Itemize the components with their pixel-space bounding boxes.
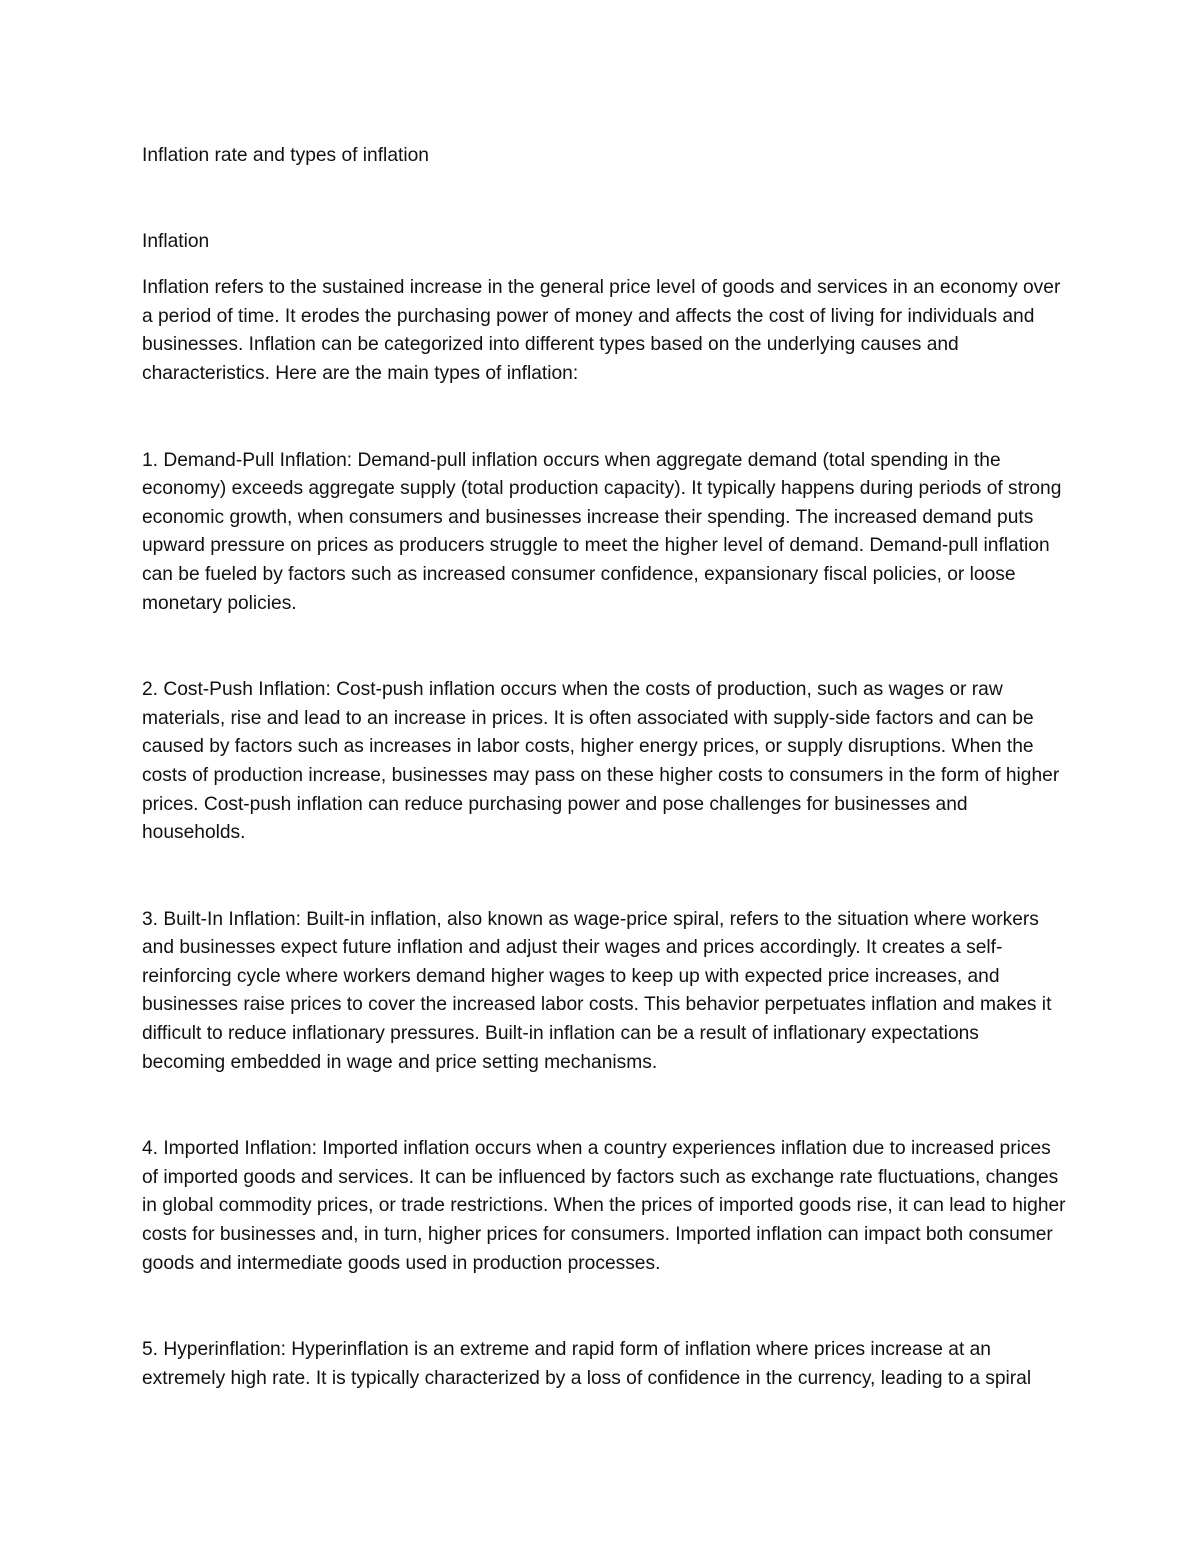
type-imported: 4. Imported Inflation: Imported inflation occurs when a country experiences inflation due to increased prices of imported goods and services. It can be influenced by factors such as exchange rate fluctuations, changes in global commodity prices, or trade restrictions. When the prices of imported goods rise, it can lead to higher costs for businesses and, in turn, higher prices for consumers. Imported inflation can impact both consumer goods and intermediate goods used in production processes. xyxy=(142,1138,1066,1274)
document-title: Inflation rate and types of inflation xyxy=(142,145,429,166)
intro-paragraph: Inflation refers to the sustained increase in the general price level of goods and services in an economy over a period of time. It erodes the purchasing power of money and affects the cost of living for individuals and businesses. Inflation can be categorized into different types based on the underlying causes and characteristics. Here are the main types of inflation: xyxy=(142,277,1061,384)
type-hyperinflation: 5. Hyperinflation: Hyperinflation is an extreme and rapid form of inflation where prices increase at an extremely high rate. It is typically characterized by a loss of confidence in the currency, leading to a spiral xyxy=(142,1339,1032,1389)
section-heading: Inflation xyxy=(142,230,210,252)
document-body xyxy=(142,142,1067,1393)
type-demand-pull: 1. Demand-Pull Inflation: Demand-pull inflation occurs when aggregate demand (total spending in the economy) exceeds aggregate supply (total production capacity). It typically happens during periods of strong economic growth, when consumers and businesses increase their spending. The increased demand puts upward pressure on prices as producers struggle to meet the higher level of demand. Demand-pull inflation can be fueled by factors such as increased consumer confidence, expansionary fiscal policies, or loose monetary policies. xyxy=(142,449,1062,614)
type-cost-push: 2. Cost-Push Inflation: Cost-push inflation occurs when the costs of production, such as wages or raw materials, rise and lead to an increase in prices. It is often associated with supply-side factors and can be caused by factors such as increases in labor costs, higher energy prices, or supply disruptions. When the costs of production increase, businesses may pass on these higher costs to consumers in the form of higher prices. Cost-push inflation can reduce purchasing power and pose challenges for businesses and households. xyxy=(142,679,1060,844)
type-built-in: 3. Built-In Inflation: Built-in inflation, also known as wage-price spiral, refers to the situation where workers and businesses expect future inflation and adjust their wages and prices accordingly. It creates a self-reinforcing cycle where workers demand higher wages to keep up with expected price increases, and businesses raise prices to cover the increased labor costs. This behavior perpetuates inflation and makes it difficult to reduce inflationary pressures. Built-in inflation can be a result of inflationary expectations becoming embedded in wage and price setting mechanisms. xyxy=(142,908,1052,1073)
